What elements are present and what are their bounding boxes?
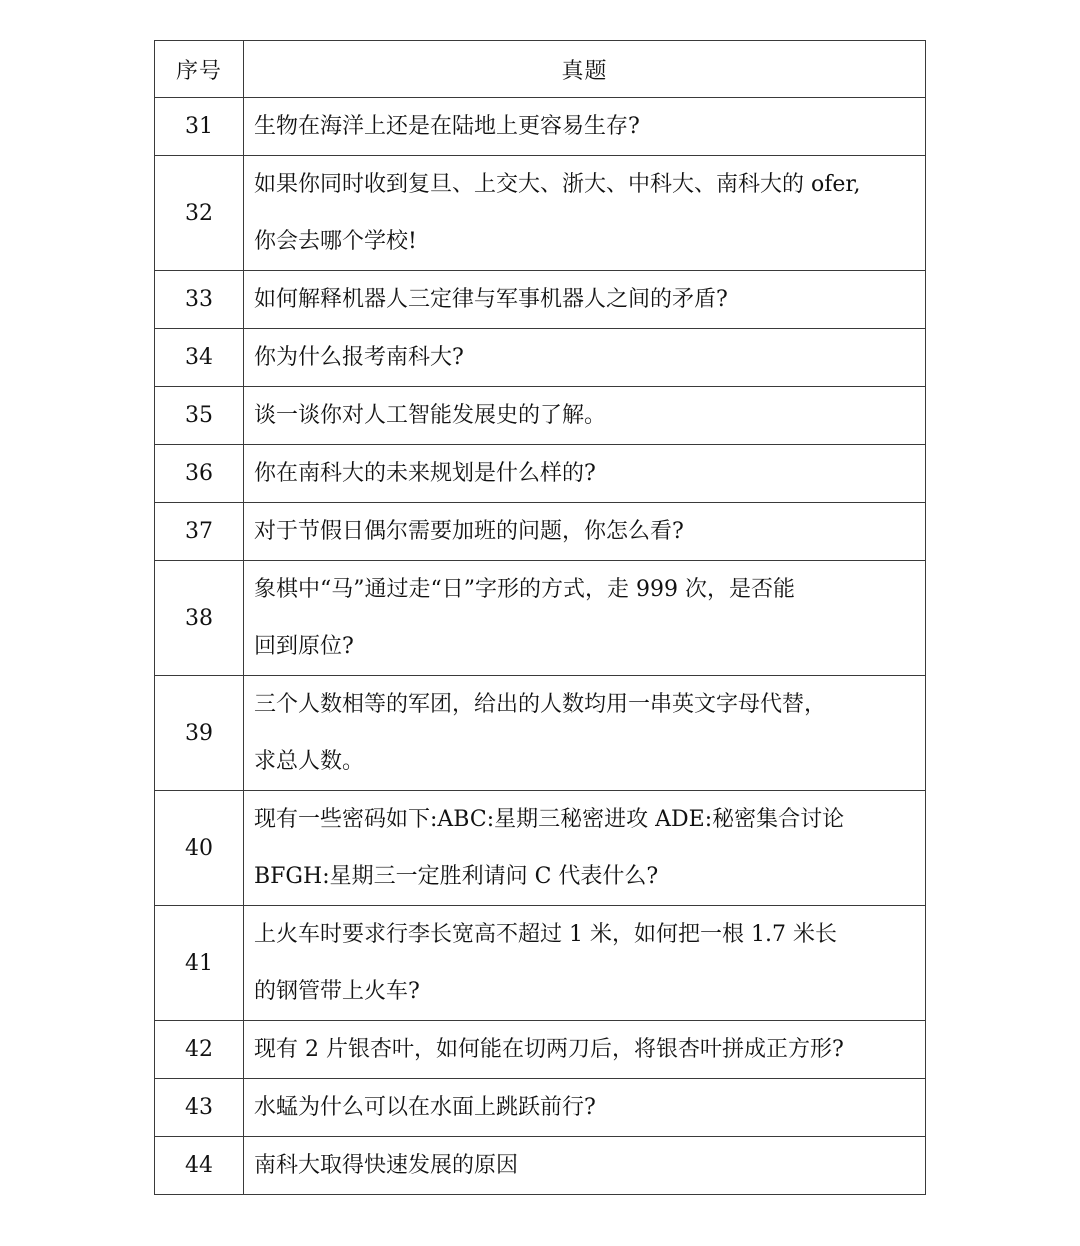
table-row	[155, 329, 926, 387]
header-question: 真题	[244, 41, 926, 98]
question-number: 37	[155, 503, 244, 561]
question-line: 上火车时要求行李长宽高不超过 1 米，如何把一根 1.7 米长	[254, 922, 837, 947]
question-number: 44	[155, 1137, 244, 1195]
question-text	[244, 1079, 926, 1137]
question-line: 求总人数。	[254, 749, 365, 774]
question-line: 谈一谈你对人工智能发展史的了解。	[254, 403, 607, 428]
table-header-row	[155, 41, 926, 98]
question-number: 39	[155, 676, 244, 791]
question-line: 回到原位?	[254, 634, 354, 659]
question-line: 如果你同时收到复旦、上交大、浙大、中科大、南科大的 ofer,	[254, 172, 861, 197]
question-number: 36	[155, 445, 244, 503]
table-row	[155, 271, 926, 329]
question-text	[244, 329, 926, 387]
question-line: 的钢管带上火车?	[254, 979, 420, 1004]
question-line: 对于节假日偶尔需要加班的问题，你怎么看?	[254, 519, 684, 544]
question-number: 33	[155, 271, 244, 329]
question-text	[244, 791, 926, 906]
table-row	[155, 791, 926, 906]
question-line: 你在南科大的未来规划是什么样的?	[254, 461, 596, 486]
table-row	[155, 1079, 926, 1137]
question-number: 40	[155, 791, 244, 906]
table-row	[155, 561, 926, 676]
question-number: 31	[155, 98, 244, 156]
table-body	[155, 98, 926, 1195]
question-text	[244, 156, 926, 271]
question-text	[244, 98, 926, 156]
table-row	[155, 387, 926, 445]
table-row	[155, 906, 926, 1021]
question-line: 象棋中“马”通过走“日”字形的方式，走 999 次，是否能	[254, 577, 795, 602]
question-text	[244, 1021, 926, 1079]
question-text	[244, 1137, 926, 1195]
question-text	[244, 906, 926, 1021]
question-number: 42	[155, 1021, 244, 1079]
question-text	[244, 445, 926, 503]
question-line: 现有 2 片银杏叶，如何能在切两刀后，将银杏叶拼成正方形?	[254, 1037, 844, 1062]
question-line: 你为什么报考南科大?	[254, 345, 464, 370]
table-row	[155, 1021, 926, 1079]
table-row	[155, 156, 926, 271]
table-row	[155, 98, 926, 156]
question-number: 38	[155, 561, 244, 676]
questions-table	[154, 40, 926, 1195]
question-line: 如何解释机器人三定律与军事机器人之间的矛盾?	[254, 287, 728, 312]
question-text	[244, 676, 926, 791]
question-text	[244, 561, 926, 676]
question-number: 32	[155, 156, 244, 271]
question-number: 43	[155, 1079, 244, 1137]
question-number: 35	[155, 387, 244, 445]
question-number: 41	[155, 906, 244, 1021]
question-line: 三个人数相等的军团，给出的人数均用一串英文字母代替，	[254, 692, 827, 717]
question-number: 34	[155, 329, 244, 387]
question-line: 现有一些密码如下:ABC:星期三秘密进攻 ADE:秘密集合讨论	[254, 807, 845, 832]
question-text	[244, 503, 926, 561]
table-row	[155, 445, 926, 503]
header-number: 序号	[155, 41, 244, 98]
question-line: 水蜢为什么可以在水面上跳跃前行?	[254, 1095, 596, 1120]
table-row	[155, 676, 926, 791]
question-line: 你会去哪个学校!	[254, 229, 417, 254]
question-line: 生物在海洋上还是在陆地上更容易生存?	[254, 114, 640, 139]
question-text	[244, 271, 926, 329]
table-row	[155, 1137, 926, 1195]
question-line: 南科大取得快速发展的原因	[254, 1153, 519, 1178]
question-line: BFGH:星期三一定胜利请问 C 代表什么?	[254, 864, 659, 889]
question-text	[244, 387, 926, 445]
table-row	[155, 503, 926, 561]
